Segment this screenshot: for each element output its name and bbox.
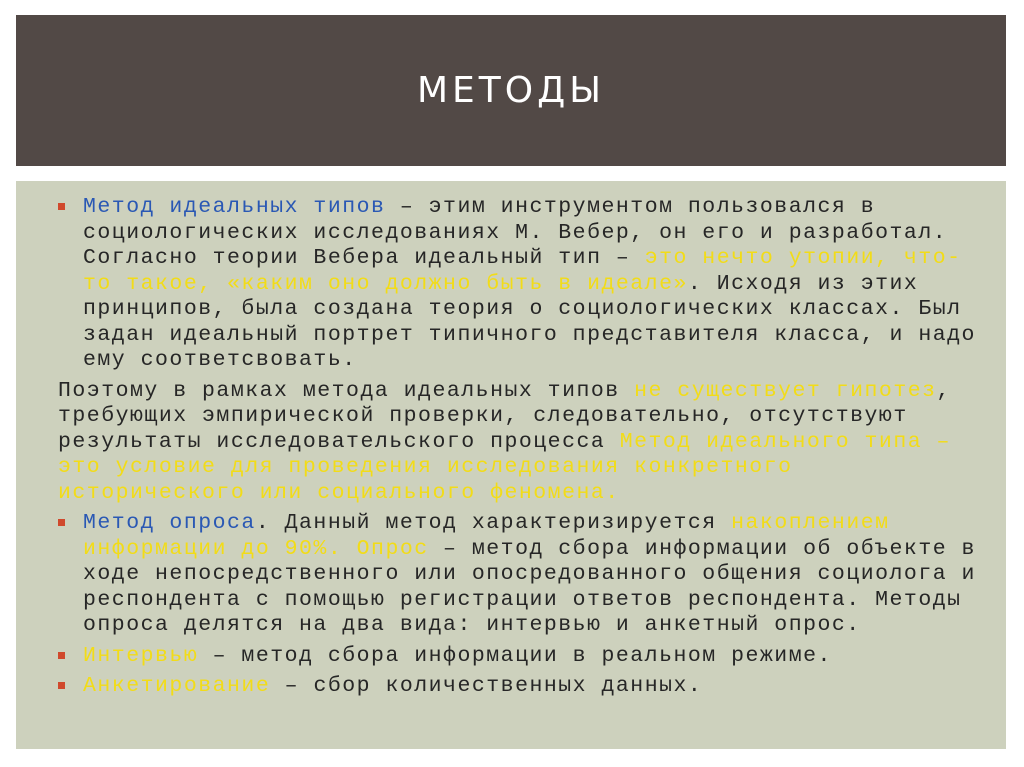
bullet-interview — [56, 644, 986, 670]
ideal-types-highlight: это нечто утопии, что-то такое, «каким оно должно быть в идеале» — [83, 246, 962, 296]
hypotheses-highlight-2: Метод идеального типа – это условие для проведения исследования конкретного исторического или социального феномена. — [58, 429, 951, 505]
ideal-types-text-1: – этим инструментом пользовался в социологических исследованиях М. Вебер, он его и разработал. Согласно теории Вебера идеальный тип – — [83, 195, 948, 270]
questionnaire-text: – сбор количественных данных. — [270, 674, 703, 698]
term-questionnaire: Анкетирование — [83, 674, 271, 698]
survey-highlight: накоплением информации до 90%. Опрос — [83, 511, 890, 561]
ideal-types-text-2: . Исходя из этих принципов, была создана теория о социологических классах. Был задан идеальный портрет типичного представителя класса, и надо ему соответсвовать. — [83, 271, 976, 372]
hypotheses-highlight-1: не существует гипотез — [634, 378, 937, 403]
slide-title: МЕТОДЫ — [416, 70, 606, 111]
bullet-ideal-types — [56, 195, 986, 374]
term-interview: Интервью — [83, 643, 199, 668]
term-survey-method: Метод опроса — [83, 511, 256, 535]
hypotheses-text-1: Поэтому в рамках метода идеальных типов — [58, 378, 635, 403]
title-band — [16, 15, 1006, 166]
bullet-questionnaire — [56, 674, 986, 700]
bullet-square-icon — [58, 519, 65, 526]
survey-text-1: . Данный метод характеризируется — [255, 511, 732, 535]
bullet-square-icon — [58, 682, 65, 689]
bullet-survey-method — [56, 511, 986, 639]
interview-text: – метод сбора информации в реальном режиме. — [198, 643, 832, 668]
bullet-square-icon — [58, 652, 65, 659]
hypotheses-text-2: , требующих эмпирической проверки, следовательно, отсутствуют результаты исследовательского процесса — [58, 378, 951, 454]
term-ideal-types: Метод идеальных типов — [83, 195, 386, 219]
slide-content — [56, 195, 986, 705]
paragraph-hypotheses — [56, 379, 986, 507]
bullet-square-icon — [58, 203, 65, 210]
survey-text-2: – метод сбора информации об объекте в ходе непосредственного или опосредованного общения социолога и респондента с помощью регистрации ответов респондента. Методы опроса делятся на два вида: интервью и анкетный опрос. — [83, 536, 976, 637]
